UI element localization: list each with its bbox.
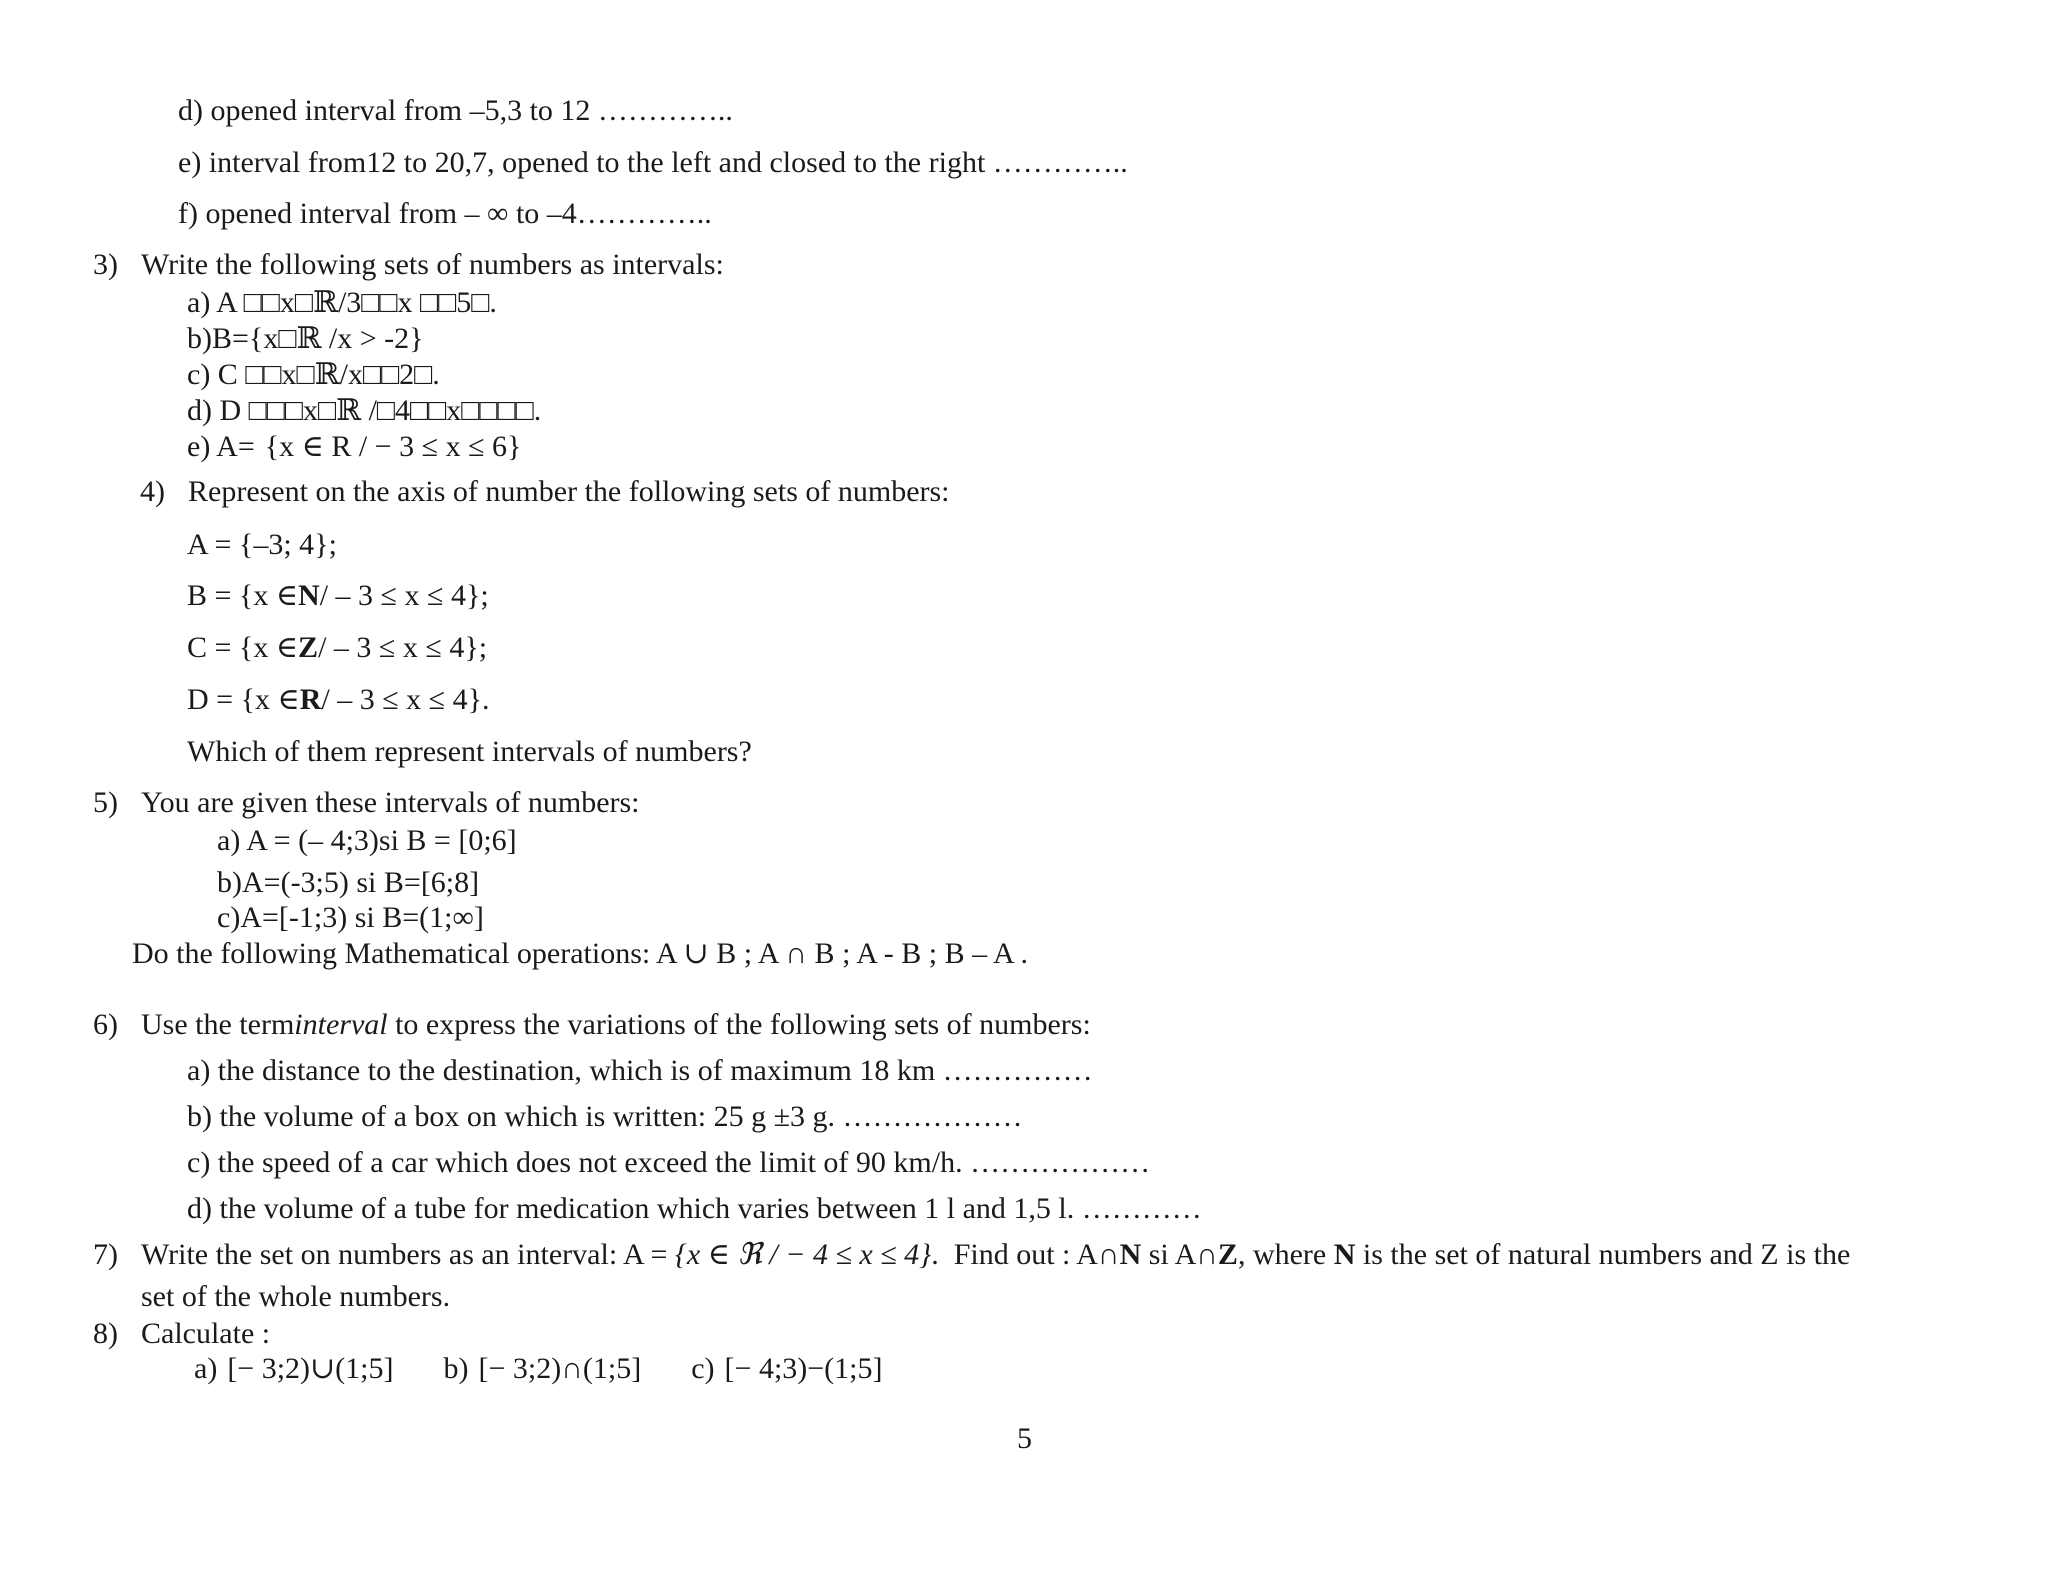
q3-item-b: b)B={x□ℝ /x > -2} [187, 322, 424, 355]
question-text-start: Write the set on numbers as an interval: A = [141, 1238, 675, 1271]
q6-item-a: a) the distance to the destination, which is of maximum 18 km …………… [187, 1054, 1093, 1087]
q8-c-expression: [− 4;3)−(1;5] [724, 1352, 883, 1385]
q3-item-c: c) C □□x□ℝ/x□□2□. [187, 358, 440, 391]
intersection-prompt: . Find out : A∩ [931, 1238, 1120, 1271]
question-text: You are given these intervals of numbers: [141, 786, 640, 819]
q3-item-e-expression: {x ∈ R / − 3 ≤ x ≤ 6} [264, 430, 522, 463]
q4-question: Which of them represent intervals of numbers? [187, 735, 752, 768]
question-text-italic: interval [294, 1008, 388, 1041]
q8-expressions [194, 1354, 883, 1384]
question-5 [93, 788, 640, 818]
question-text: Represent on the axis of number the following sets of numbers: [188, 475, 950, 508]
q5-item-c: c)A=[-1;3) si B=(1;∞] [217, 901, 484, 934]
set-prefix: C = {x ∈ [187, 631, 299, 664]
set-condition: / – 3 ≤ x ≤ 4}; [319, 579, 489, 612]
integers-symbol: Z [1217, 1238, 1238, 1271]
set-prefix: B = {x ∈ [187, 579, 299, 612]
q5-operations: Do the following Mathematical operations: A ∪ B ; A ∩ B ; A - B ; B – A . [132, 937, 1028, 970]
q6-item-c: c) the speed of a car which does not exceed the limit of 90 km/h. ……………… [187, 1146, 1151, 1179]
question-text-end: is the set of natural numbers and Z is the [1355, 1238, 1851, 1271]
q8-c-label: c) [691, 1352, 715, 1385]
question-text-start: Use the term [141, 1008, 295, 1041]
question-3 [93, 250, 724, 280]
set-prefix: D = {x ∈ [187, 683, 300, 716]
q5-item-b: b)A=(-3;5) si B=[6;8] [217, 866, 480, 899]
q7-continuation: set of the whole numbers. [141, 1280, 451, 1313]
q5-item-a: a) A = (– 4;3)si B = [0;6] [217, 824, 517, 857]
question-number: 8) [93, 1317, 118, 1350]
set-condition: / – 3 ≤ x ≤ 4}; [318, 631, 488, 664]
set-condition: / – 3 ≤ x ≤ 4}. [321, 683, 490, 716]
question-6 [93, 1010, 1091, 1040]
q3-item-e [187, 432, 521, 462]
q3-item-e-label: e) A= [187, 430, 255, 463]
question-4 [140, 477, 950, 507]
q8-b-expression: [− 3;2)∩(1;5] [478, 1352, 642, 1385]
si-text: si A∩ [1141, 1238, 1218, 1271]
item-d-interval: d) opened interval from –5,3 to 12 ………….. [178, 94, 733, 127]
q4-set-b [187, 581, 489, 611]
set-symbol: R [299, 683, 322, 716]
where-text: , where [1237, 1238, 1334, 1271]
q6-item-b: b) the volume of a box on which is written: 25 g ±3 g. ……………… [187, 1100, 1023, 1133]
q3-item-a: a) A □□x□ℝ/3□□x □□5□. [187, 286, 497, 319]
question-number: 5) [93, 786, 118, 819]
question-number: 3) [93, 248, 118, 281]
q8-b-label: b) [443, 1352, 469, 1385]
item-e-interval: e) interval from12 to 20,7, opened to the left and closed to the right ………….. [178, 146, 1128, 179]
q4-set-a: A = {–3; 4}; [187, 528, 337, 561]
question-number: 6) [93, 1008, 118, 1041]
q4-set-c [187, 633, 487, 663]
q3-item-d: d) D □□□x□ℝ /□4□□x□□□□. [187, 394, 542, 427]
question-7 [93, 1240, 1850, 1270]
question-text: Write the following sets of numbers as intervals: [141, 248, 724, 281]
q8-a-label: a) [194, 1352, 218, 1385]
natural-numbers-symbol: N [1119, 1238, 1142, 1271]
set-symbol: N [298, 579, 320, 612]
page-number: 5 [1017, 1422, 1032, 1455]
q8-a-expression: [− 3;2)∪(1;5] [227, 1352, 394, 1385]
question-number: 7) [93, 1238, 118, 1271]
q4-set-d [187, 685, 490, 715]
question-8 [93, 1319, 270, 1349]
question-number: 4) [140, 475, 165, 508]
set-expression: {x ∈ ℜ / − 4 ≤ x ≤ 4} [674, 1238, 932, 1271]
natural-numbers-symbol-2: N [1333, 1238, 1356, 1271]
question-text-end: to express the variations of the following sets of numbers: [387, 1008, 1091, 1041]
question-text: Calculate : [141, 1317, 271, 1350]
item-f-interval: f) opened interval from – ∞ to –4………….. [178, 197, 712, 230]
set-symbol: Z [298, 631, 319, 664]
q6-item-d: d) the volume of a tube for medication which varies between 1 l and 1,5 l. ………… [187, 1192, 1202, 1225]
